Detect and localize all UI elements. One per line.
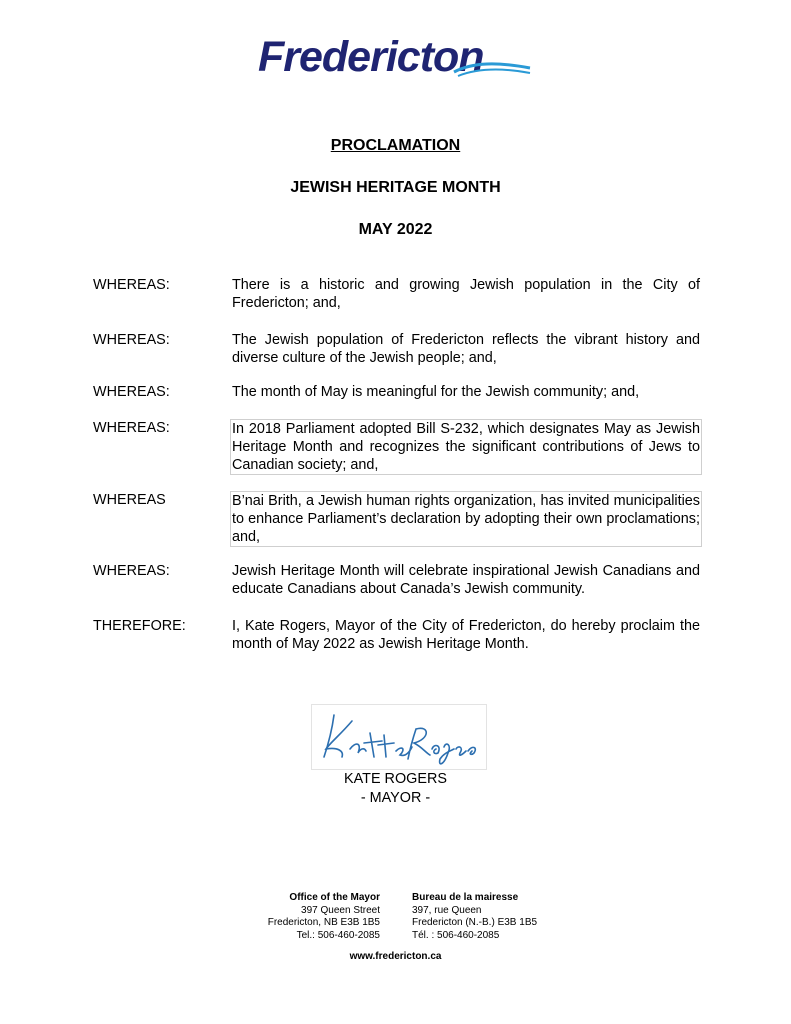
street-fr: 397, rue Queen [412,904,482,916]
logo-wave-icon [258,32,534,82]
footer-address-fr [412,892,612,942]
city-fr: Fredericton (N.-B.) E3B 1B5 [412,917,538,928]
website-link[interactable]: www.fredericton.ca [349,951,442,962]
clause-text: I, Kate Rogers, Mayor of the City of Fredericton, do hereby proclaim the month of May 2022 as Jewish Heritage Month. [232,618,700,652]
phone-fr: Tél. : 506-460-2085 [412,929,500,941]
clause-label: THEREFORE: [93,618,186,634]
footer-address-en [230,892,380,942]
fredericton-logo [258,32,534,82]
mayor-title: - MAYOR - [360,790,431,806]
logo-wordmark: Fredericton [258,33,484,81]
clause-text: The month of May is meaningful for the Jewish community; and, [232,384,640,400]
signature-image [312,705,486,769]
clause-label: WHEREAS: [93,332,170,348]
clause-label: WHEREAS: [93,563,170,579]
city-en: Fredericton, NB E3B 1B5 [267,917,380,928]
proclamation-date: MAY 2022 [358,221,433,238]
clause-text: B’nai Brith, a Jewish human rights organization, has invited municipalities to enhance Parliament’s declaration by adopting their own proclamations; and, [232,493,700,545]
clause-label: WHEREAS: [93,277,170,293]
street-en: 397 Queen Street [301,904,380,916]
proclamation-subtitle: JEWISH HERITAGE MONTH [290,179,501,196]
signature-box [311,704,487,770]
clause-label: WHEREAS: [93,420,170,436]
office-name-en: Office of the Mayor [289,892,380,903]
mayor-name: KATE ROGERS [344,771,447,787]
clause-text: There is a historic and growing Jewish population in the City of Fredericton; and, [232,277,700,311]
clause-text: In 2018 Parliament adopted Bill S-232, which designates May as Jewish Heritage Month and recognizes the significant contributions of Jews to Canadian society; and, [232,421,700,473]
clause-label: WHEREAS [93,492,166,508]
proclamation-title: PROCLAMATION [330,137,461,154]
phone-en: Tel.: 506-460-2085 [296,929,380,941]
clause-text: Jewish Heritage Month will celebrate inspirational Jewish Canadians and educate Canadians about Canada’s Jewish community. [232,563,700,597]
clause-text: The Jewish population of Fredericton reflects the vibrant history and diverse culture of the Jewish people; and, [232,332,700,366]
office-name-fr: Bureau de la mairesse [412,892,519,903]
clause-label: WHEREAS: [93,384,170,400]
